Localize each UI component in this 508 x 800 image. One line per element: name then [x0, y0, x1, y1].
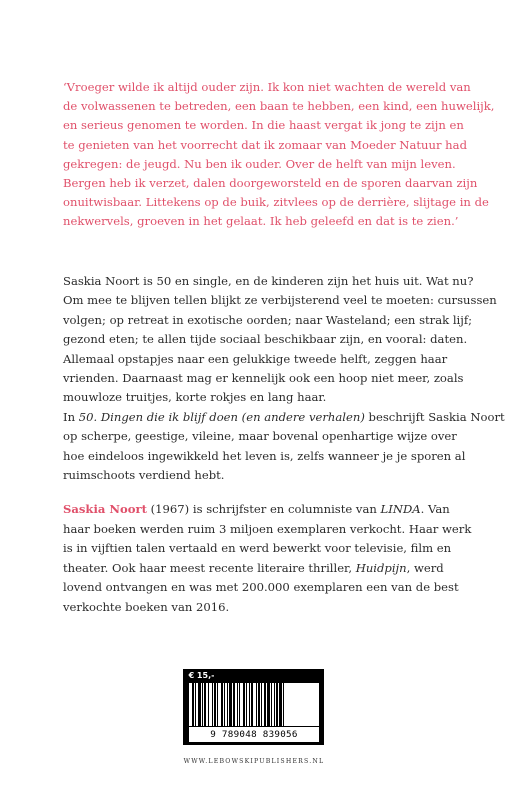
quote-line: ‘Vroeger wilde ik altijd ouder zijn. Ik kon niet wachten de wereld van: [63, 80, 471, 94]
author-name: Saskia Noort: [63, 502, 147, 516]
quote-line: de volwassenen te betreden, een baan te hebben, een kind, een huwelijk,: [63, 99, 495, 114]
blurb-line: volgen; op retreat in exotische oorden; naar Wasteland; een strak lijf;: [63, 312, 473, 327]
bio-text: (1967) is schrijfster en columniste van: [146, 502, 381, 516]
blurb-line: gezond eten; te allen tijde sociaal beschikbaar zijn, en vooral: daten.: [63, 332, 468, 347]
quote-line: nekwervels, groeven in het gelaat. Ik heb geleefd en dat is te zien.’: [63, 214, 459, 229]
blurb-line: [63, 408, 505, 427]
blurb-line: Saskia Noort is 50 en single, en de kinderen zijn het huis uit. Wat nu?: [63, 274, 474, 288]
magazine-name: LINDA: [380, 502, 421, 516]
bio-line: verkochte boeken van 2016.: [63, 599, 230, 614]
blurb-line: mouwloze truitjes, korte rokjes en lang haar.: [63, 390, 327, 405]
quote-line: gekregen: de jeugd. Nu ben ik ouder. Over de helft van mijn leven.: [63, 156, 456, 171]
bio-line: lovend ontvangen en was met 200.000 exemplaren een van de best: [63, 580, 459, 595]
barcode-icon: [189, 683, 319, 726]
book-title: 50. Dingen die ik blijf doen (en andere verhalen): [78, 409, 365, 424]
quote-line: onuitwisbaar. Littekens op de buik, zitvlees op de derrière, slijtage in de: [63, 195, 489, 210]
blurb-line: hoe eindeloos ingewikkeld het leven is, zelfs wanneer je je sporen al: [63, 448, 466, 463]
blurb-line: op scherpe, geestige, vileine, maar bovenal openhartige wijze over: [63, 429, 457, 444]
quote-block: [63, 78, 495, 232]
blurb-line: ruimschoots verdiend hebt.: [63, 468, 225, 483]
bio-line: [63, 559, 463, 579]
bio-line: [63, 500, 463, 520]
barcode-bars: [189, 683, 319, 726]
bio-text: , werd: [406, 560, 444, 575]
thriller-title: Huidpijn: [355, 560, 407, 575]
quote-line: Bergen heb ik verzet, dalen doorgeworsteld en de sporen daarvan zijn: [63, 176, 478, 191]
isbn-number: 9 789048 839056: [189, 727, 319, 742]
price-label: € 15,-: [183, 669, 220, 682]
blurb-text: In: [63, 409, 79, 424]
bio-line: haar boeken werden ruim 3 miljoen exemplaren verkocht. Haar werk: [63, 521, 472, 536]
blurb-block: [63, 272, 505, 485]
blurb-line: Om mee te blijven tellen blijkt ze verbijsterend veel te moeten: cursussen: [63, 293, 497, 308]
author-bio: [63, 500, 472, 618]
blurb-line: vrienden. Daarnaast mag er kennelijk ook een hoop niet meer, zoals: [63, 371, 464, 386]
blurb-text: beschrijft Saskia Noort: [364, 409, 505, 424]
quote-line: en serieus genomen te worden. In die haast vergat ik jong te zijn en: [63, 118, 464, 133]
blurb-line: Allemaal opstapjes naar een gelukkige tweede helft, zeggen haar: [63, 351, 448, 366]
bio-line: is in vijftien talen vertaald en werd bewerkt voor televisie, film en: [63, 541, 452, 556]
bio-text: . Van: [420, 502, 450, 516]
publisher-url: WWW.LEBOWSKIPUBLISHERS.NL: [183, 758, 325, 765]
quote-line: te genieten van het voorrecht dat ik zomaar van Moeder Natuur had: [63, 137, 467, 152]
bio-text: theater. Ook haar meest recente literaire thriller,: [63, 560, 356, 575]
